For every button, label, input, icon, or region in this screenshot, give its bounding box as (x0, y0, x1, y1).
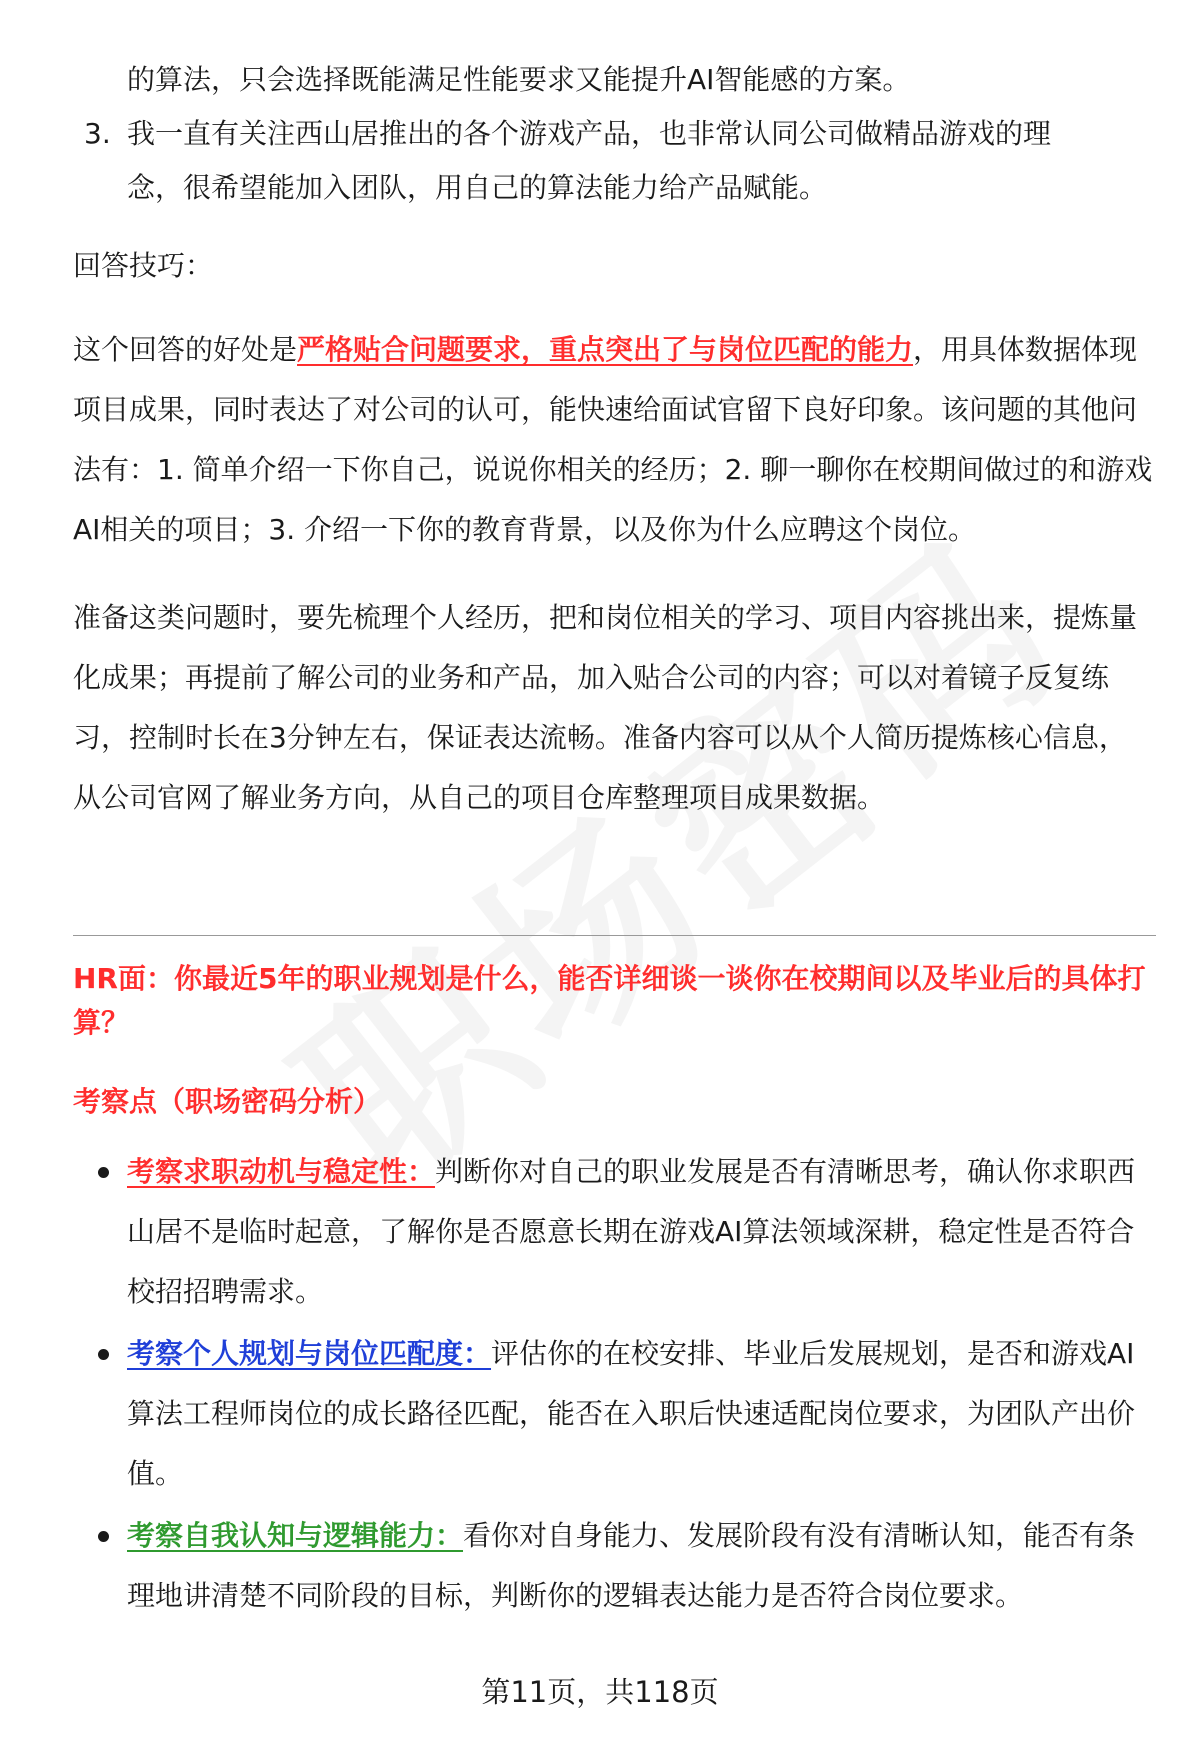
bullet-dot (98, 1531, 109, 1542)
bullet-item-3 (127, 1506, 1152, 1626)
bullet-text-1: 判断你对自己的职业发展是否有清晰思考，确认你求职西山居不是临时起意，了解你是否愿意长期在游戏AI算法领域深耕，稳定性是否符合校招招聘需求。 (127, 1155, 1136, 1308)
bullet-item-2 (127, 1324, 1152, 1504)
tips-paragraph-1 (73, 320, 1153, 560)
tips-paragraph-suffix: ，用具体数据体现项目成果，同时表达了对公司的认可，能快速给面试官留下良好印象。该问题的其他问法有：1. 简单介绍一下你自己，说说你相关的经历；2. 聊一聊你在校期间做过的和游戏AI相关的项目；3. 介绍一下你的教育背景，以及你为什么应聘这个岗位。 (73, 333, 1153, 546)
list-item-continuation: 的算法，只会选择既能满足性能要求又能提升AI智能感的方案。 (127, 63, 911, 96)
bullet-dot (98, 1349, 109, 1360)
bullet-keyword-1: 考察求职动机与稳定性： (127, 1155, 436, 1188)
tips-heading: 回答技巧： (73, 249, 214, 282)
analysis-heading: 考察点（职场密码分析） (73, 1085, 382, 1118)
section-divider (73, 935, 1156, 936)
tips-paragraph-2: 准备这类问题时，要先梳理个人经历，把和岗位相关的学习、项目内容挑出来，提炼量化成果；再提前了解公司的业务和产品，加入贴合公司的内容；可以对着镜子反复练习，控制时长在3分钟左右，保证表达流畅。准备内容可以从个人简历提炼核心信息，从公司官网了解业务方向，从自己的项目仓库整理项目成果数据。 (73, 601, 1138, 814)
hr-question-heading: HR面：你最近5年的职业规划是什么，能否详细谈一谈你在校期间以及毕业后的具体打算？ (73, 962, 1146, 1039)
bullet-keyword-3: 考察自我认知与逻辑能力： (127, 1519, 464, 1552)
list-item-3-line1: 我一直有关注西山居推出的各个游戏产品，也非常认同公司做精品游戏的理 (127, 117, 1052, 150)
list-number: 3. (84, 117, 111, 150)
tips-highlight: 严格贴合问题要求，重点突出了与岗位匹配的能力 (297, 333, 914, 366)
list-item-3-line2: 念，很希望能加入团队，用自己的算法能力给产品赋能。 (127, 171, 828, 204)
bullet-dot (98, 1167, 109, 1178)
bullet-text-2: 评估你的在校安排、毕业后发展规划，是否和游戏AI算法工程师岗位的成长路径匹配，能否在入职后快速适配岗位要求，为团队产出价值。 (127, 1337, 1136, 1490)
tips-paragraph-prefix: 这个回答的好处是 (73, 333, 298, 366)
page-footer: 第11页，共118页 (481, 1675, 719, 1709)
bullet-keyword-2: 考察个人规划与岗位匹配度： (127, 1337, 492, 1370)
bullet-item-1 (127, 1142, 1152, 1322)
bullet-text-3: 看你对自身能力、发展阶段有没有清晰认知，能否有条理地讲清楚不同阶段的目标，判断你的逻辑表达能力是否符合岗位要求。 (127, 1519, 1136, 1612)
